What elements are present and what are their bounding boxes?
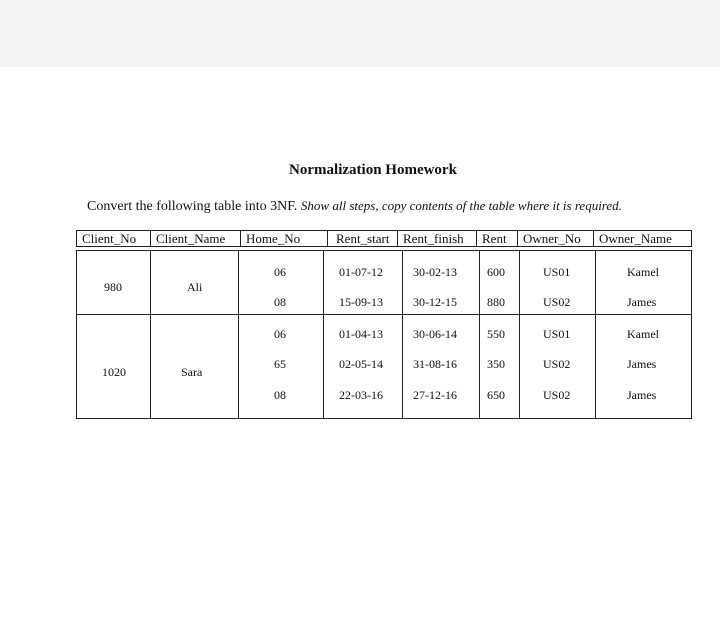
owner-name-cell: Kamel	[627, 327, 659, 341]
column-divider	[238, 251, 239, 418]
rent-finish-cell: 30-12-15	[413, 295, 457, 309]
column-divider	[150, 251, 151, 418]
owner-name-cell: James	[627, 295, 657, 309]
instruction-italic-text: Show all steps, copy contents of the table where it is required.	[300, 198, 622, 213]
owner-name-cell: Kamel	[627, 265, 659, 279]
rent-finish-cell: 30-02-13	[413, 265, 457, 279]
owner-no-cell: US01	[543, 327, 571, 341]
rent-finish-cell: 30-06-14	[413, 327, 457, 341]
home-no-cell: 65	[274, 357, 286, 371]
header-client-no: Client_No	[77, 231, 151, 246]
client-no-cell: 980	[104, 280, 122, 294]
header-rent-start: Rent_start	[328, 231, 398, 246]
client-no-cell: 1020	[102, 365, 126, 379]
instruction-text: Convert the following table into 3NF.	[87, 199, 298, 214]
viewer-top-bar	[0, 0, 720, 67]
header-home-no: Home_No	[241, 231, 328, 246]
rent-start-cell: 15-09-13	[339, 295, 383, 309]
header-client-name: Client_Name	[151, 231, 241, 246]
rent-start-cell: 02-05-14	[339, 357, 383, 371]
owner-no-cell: US02	[543, 388, 571, 402]
header-owner-no: Owner_No	[518, 231, 594, 246]
home-no-cell: 08	[274, 388, 286, 402]
rent-finish-cell: 27-12-16	[413, 388, 457, 402]
client-name-cell: Ali	[187, 280, 203, 294]
column-divider	[595, 251, 596, 418]
table-body	[76, 250, 692, 419]
rent-start-cell: 01-04-13	[339, 327, 383, 341]
header-owner-name: Owner_Name	[599, 231, 672, 246]
client-group-divider	[77, 314, 691, 315]
rent-cell: 350	[487, 357, 505, 371]
rent-start-cell: 01-07-12	[339, 265, 383, 279]
client-name-cell: Sara	[181, 365, 203, 379]
home-no-cell: 08	[274, 295, 286, 309]
header-rent: Rent	[477, 231, 518, 246]
owner-no-cell: US02	[543, 357, 571, 371]
owner-no-cell: US01	[543, 265, 571, 279]
instructions	[87, 198, 622, 215]
header-rent-finish: Rent_finish	[398, 231, 477, 246]
column-divider	[519, 251, 520, 418]
rent-cell: 600	[487, 265, 505, 279]
rent-start-cell: 22-03-16	[339, 388, 383, 402]
document-title: Normalization Homework	[289, 162, 457, 178]
owner-no-cell: US02	[543, 295, 571, 309]
rent-finish-cell: 31-08-16	[413, 357, 457, 371]
home-no-cell: 06	[274, 327, 286, 341]
column-divider	[323, 251, 324, 418]
table-header-row	[76, 230, 692, 247]
owner-name-cell: James	[627, 357, 657, 371]
home-no-cell: 06	[274, 265, 286, 279]
rent-cell: 650	[487, 388, 505, 402]
rent-cell: 550	[487, 327, 505, 341]
owner-name-cell: James	[627, 388, 657, 402]
column-divider	[479, 251, 480, 418]
column-divider	[402, 251, 403, 418]
rent-cell: 880	[487, 295, 505, 309]
